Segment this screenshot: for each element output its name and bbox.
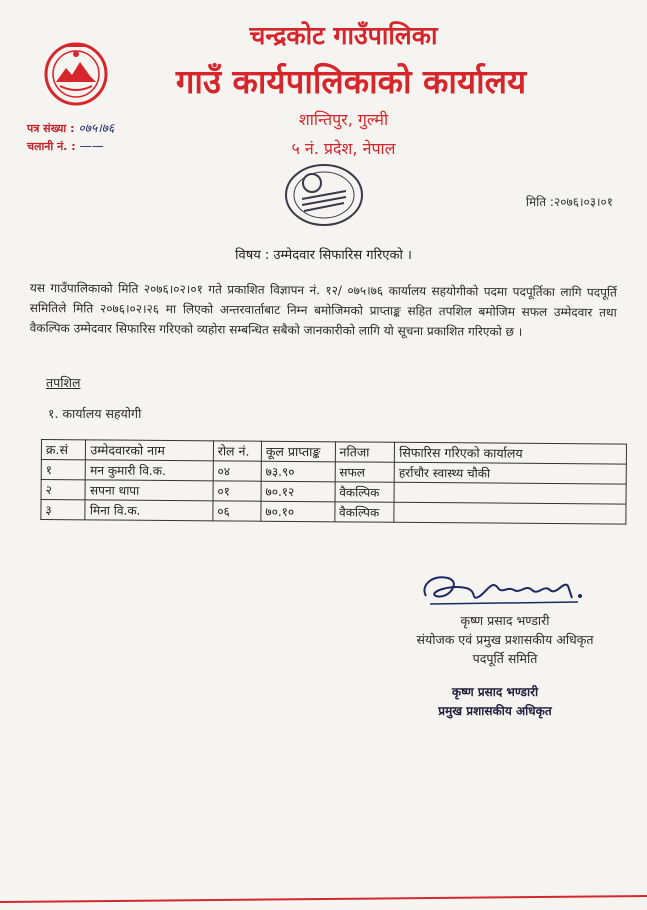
col-header: रोल नं. (213, 441, 261, 461)
table-cell: वैकल्पिक (334, 502, 394, 522)
dispatch-label: चलानी नं. : (27, 140, 76, 153)
col-header: नतिजा (335, 442, 395, 462)
table-cell: ७०.१० (261, 501, 335, 522)
signatory-name: कृष्ण प्रसाद भण्डारी (460, 613, 550, 628)
table-cell: १ (41, 460, 86, 480)
table-cell: ०४ (213, 461, 261, 481)
table-cell: २ (41, 480, 86, 500)
office-name: गाउँ कार्यपालिकाको कार्यालय (175, 62, 527, 101)
address-line1: शान्तिपुर, गुल्मी (298, 110, 389, 129)
section-title: १. कार्यालय सहयोगी (48, 406, 142, 421)
footer-divider (0, 890, 647, 910)
col-header: उम्मेदवारको नाम (86, 440, 214, 461)
address-line2: ५ नं. प्रदेश, नेपाल (291, 139, 396, 158)
signatory-committee: पदपूर्ति समिति (472, 651, 538, 666)
table-row (41, 500, 626, 525)
ref-value: ०७५।७६ (78, 121, 115, 135)
letter-date: मिति :२०७६।०३।०१ (525, 195, 613, 209)
table-cell: ०१ (213, 481, 261, 501)
office-stamp-icon (282, 161, 366, 229)
table-cell: ७३.९० (261, 461, 335, 482)
dispatch-number (27, 139, 104, 154)
stamp-title: प्रमुख प्रशासकीय अधिकृत (438, 704, 552, 718)
org-name: चन्द्रकोट गाउँपालिका (249, 21, 438, 50)
results-table (40, 439, 627, 525)
tapsil-heading: तपशिल (46, 375, 81, 390)
table-cell: ०६ (213, 501, 261, 521)
col-header: क्र.सं (41, 440, 86, 460)
ref-label: पत्र संख्या : (27, 122, 75, 135)
table-cell: ७०.१२ (261, 481, 335, 502)
col-header: कूल प्राप्ताङ्क (261, 441, 335, 462)
table-cell: ३ (41, 500, 86, 520)
table-cell: सपना थापा (85, 480, 213, 501)
stamp-name: कृष्ण प्रसाद भण्डारी (451, 685, 539, 699)
col-header: सिफारिस गरिएको कार्यालय (395, 442, 627, 464)
reference-number (27, 119, 114, 136)
dispatch-value: —— (79, 139, 104, 153)
signatory-title: संयोजक एवं प्रमुख प्रशासकीय अधिकृत (416, 632, 594, 647)
table-cell (394, 502, 626, 524)
table-cell: सफल (335, 462, 395, 482)
subject-line: विषय : उम्मेदवार सिफारिस गरिएको । (235, 248, 412, 263)
table-cell: वैकल्पिक (335, 482, 395, 502)
table-cell (394, 482, 626, 504)
signature-icon (418, 566, 590, 610)
table-cell: मन कुमारी वि.क. (86, 460, 214, 481)
body-paragraph: यस गाउँपालिकाको मिति २०७६।०२।०१ गते प्रकाशित विज्ञापन नं. १२/ ०७५।७६ कार्यालय सहयोगीको पदमा पदपूर्तिका लागि पदपूर्ति समितिले मिति २०७६।०२।२६ मा लिएको अन्तरवार्ताबाट निम्न बमोजिमको प्राप्ताङ्क सहित तपशिल बमोजिम सफल उम्मेदवार तथा वैकल्पिक उम्मेदवार सिफारिस गरिएको व्यहोरा सम्बन्धित सबैको जानकारीको लागि यो सूचना प्रकाशित गरिएको छ । (29, 280, 617, 339)
table-cell: मिना वि.क. (85, 500, 213, 521)
table-cell: हर्राचौर स्वास्थ्य चौकी (394, 462, 626, 484)
